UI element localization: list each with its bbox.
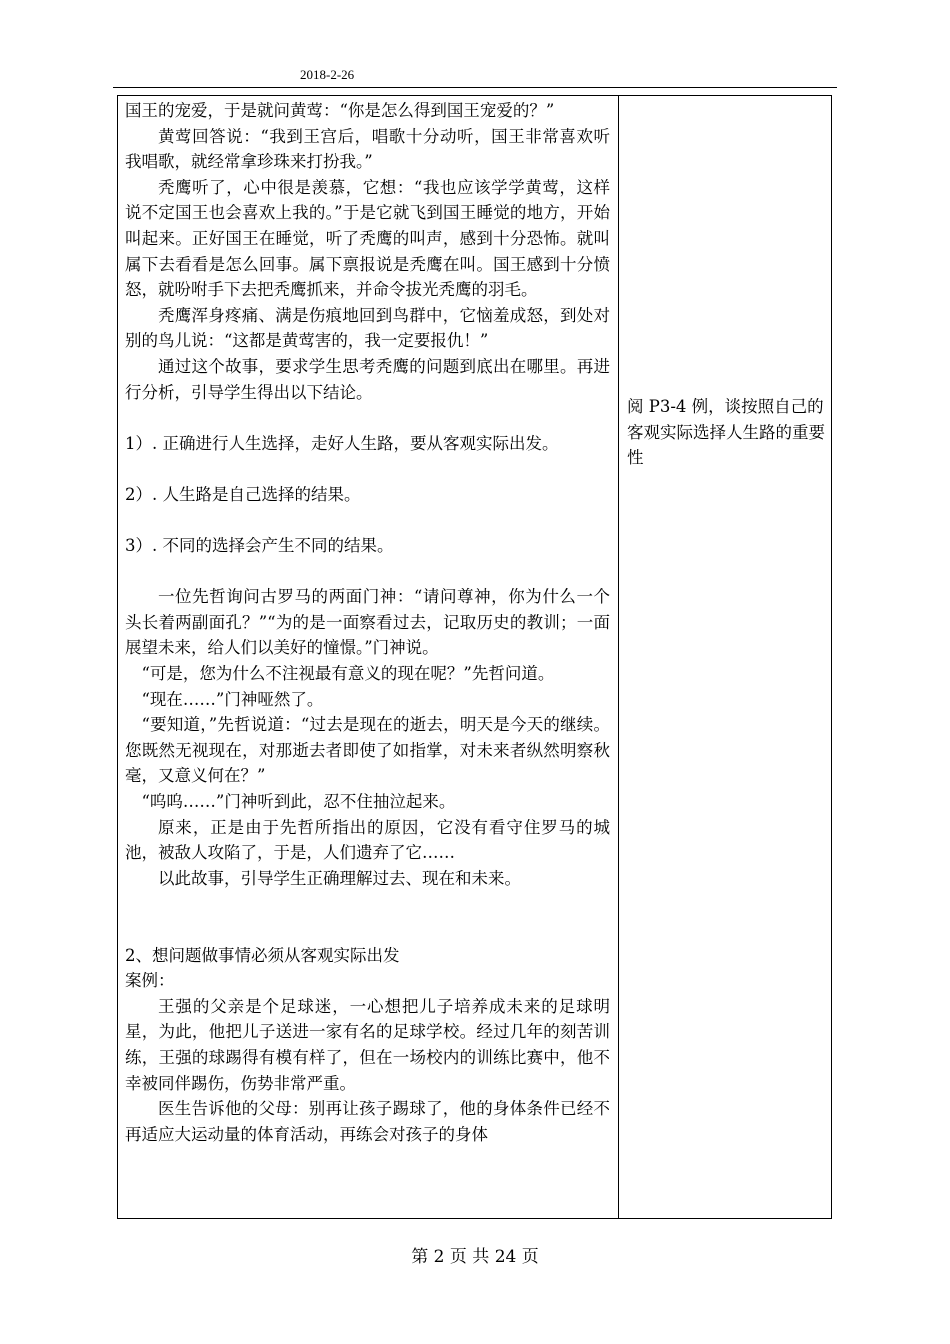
case-paragraph: 医生告诉他的父母：别再让孩子踢球了，他的身体条件已经不再适应大运动量的体育活动，再练会对孩子的身体	[125, 1099, 610, 1144]
teaching-content-cell	[125, 98, 610, 1147]
story-paragraph: 秃鹰听了，心中很是羡慕，它想：“我也应该学学黄莺，这样说不定国王也会喜欢上我的。”于是它就飞到国王睡觉的地方，开始叫起来。正好国王在睡觉，听了秃鹰的叫声，感到十分恐怖。就叫属下去看看是怎么回事。属下禀报说是秃鹰在叫。国王感到十分愤怒，就吩咐手下去把秃鹰抓来，并命令拔光秃鹰的羽毛。	[125, 177, 610, 300]
case-paragraph: 王强的父亲是个足球迷，一心想把儿子培养成未来的足球明星，为此，他把儿子送进一家有名的足球学校。经过几年的刻苦训练，王强的球踢得有模有样了，但在一场校内的训练比赛中，他不幸被同伴踢伤，伤势非常严重。	[125, 996, 610, 1093]
header-date: 2018-2-26	[300, 67, 355, 82]
story-paragraph: 黄莺回答说：“我到王宫后，唱歌十分动听，国王非常喜欢听我唱歌，就经常拿珍珠来打扮我。”	[125, 126, 610, 172]
story-paragraph: 一位先哲询问古罗马的两面门神：“请问尊神，你为什么一个头长着两副面孔？”“为的是一面察看过去，记取历史的教训；一面展望未来，给人们以美好的憧憬。”门神说。	[125, 587, 610, 658]
conclusion-item: 3）. 不同的选择会产生不同的结果。	[125, 536, 394, 556]
section-heading: 2、想问题做事情必须从客观实际出发	[125, 945, 400, 965]
column-divider	[618, 96, 619, 1218]
story-paragraph: 以此故事，引导学生正确理解过去、现在和未来。	[158, 868, 521, 888]
story-paragraph: “要知道，”先哲说道：“过去是现在的逝去，明天是今天的继续。您既然无视现在，对那逝去者即使了如指掌，对未来者纵然明察秋毫，又意义何在？”	[125, 715, 610, 786]
story-paragraph: “呜呜……”门神听到此，忍不住抽泣起来。	[141, 792, 456, 812]
story-paragraph: 通过这个故事，要求学生思考秃鹰的问题到底出在哪里。再进行分析，引导学生得出以下结论。	[125, 356, 610, 402]
story-paragraph: 国王的宠爱，于是就问黄莺：“你是怎么得到国王宠爱的？”	[125, 101, 555, 120]
conclusion-item: 1）. 正确进行人生选择，走好人生路，要从客观实际出发。	[125, 433, 559, 453]
activity-note-cell: 阅 P3-4 例，谈按照自己的客观实际选择人生路的重要性	[627, 397, 825, 468]
content-table	[117, 95, 832, 1219]
story-paragraph: “可是，您为什么不注视最有意义的现在呢？”先哲问道。	[141, 664, 555, 684]
case-label: 案例：	[125, 971, 175, 991]
header-rule	[113, 87, 837, 88]
conclusion-item: 2）. 人生路是自己选择的结果。	[125, 484, 361, 504]
page-number: 第 2 页 共 24 页	[411, 1247, 539, 1267]
story-paragraph: 秃鹰浑身疼痛、满是伤痕地回到鸟群中，它恼羞成怒，到处对别的鸟儿说：“这都是黄莺害的，我一定要报仇！”	[125, 305, 610, 351]
story-paragraph: 原来，正是由于先哲所指出的原因，它没有看守住罗马的城池，被敌人攻陷了，于是，人们遗弃了它……	[125, 817, 610, 863]
story-paragraph: “现在……”门神哑然了。	[141, 689, 324, 709]
